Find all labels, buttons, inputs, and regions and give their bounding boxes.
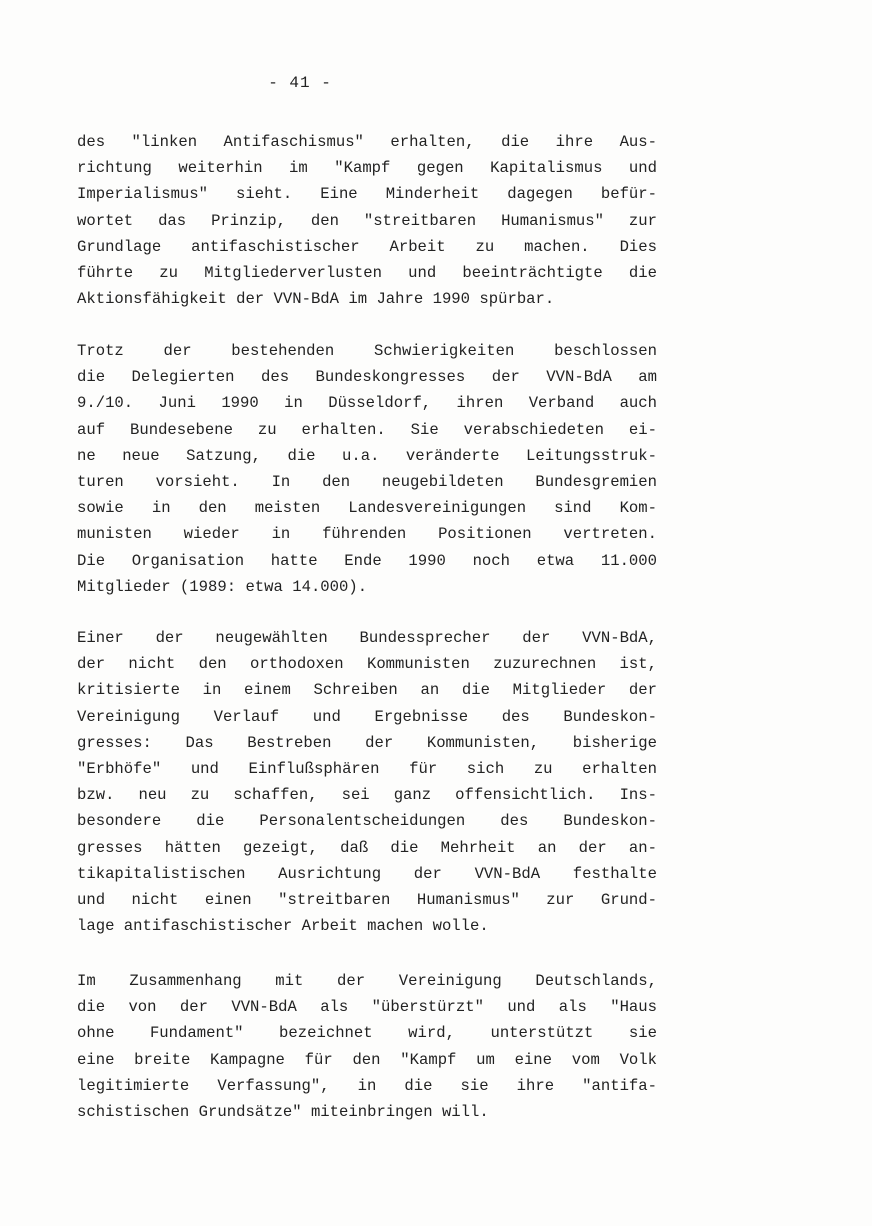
text-line: bzw. neu zu schaffen, sei ganz offensichtlich. Ins- [77,786,657,805]
text-line: munisten wieder in führenden Positionen vertreten. [77,525,657,544]
text-line: eine breite Kampagne für den "Kampf um eine vom Volk [77,1050,657,1069]
text-line: ohne Fundament" bezeichnet wird, unterstützt sie [77,1024,657,1043]
text-line: "Erbhöfe" und Einflußsphären für sich zu erhalten [77,759,657,778]
text-line: tikapitalistischen Ausrichtung der VVN-BdA festhalte [77,864,657,883]
text-line: führte zu Mitgliederverlusten und beeinträchtigte die [77,263,657,282]
text-line: Vereinigung Verlauf und Ergebnisse des Bundeskon- [77,707,657,726]
text-line: gresses hätten gezeigt, daß die Mehrheit an der an- [77,838,657,857]
text-line: turen vorsieht. In den neugebildeten Bundesgremien [77,472,657,491]
text-line: Trotz der bestehenden Schwierigkeiten beschlossen [77,342,657,360]
text-line: und nicht einen "streitbaren Humanismus" zur Grund- [77,890,657,909]
page-number: - 41 - [268,74,332,92]
text-line: richtung weiterhin im "Kampf gegen Kapitalismus und [77,159,657,178]
text-line: kritisierte in einem Schreiben an die Mitglieder der [77,681,657,700]
text-line: die von der VVN-BdA als "überstürzt" und als "Haus [77,998,657,1017]
paragraph-2 [77,338,657,600]
text-line: des "linken Antifaschismus" erhalten, die ihre Aus- [77,133,657,151]
text-line: gresses: Das Bestreben der Kommunisten, bisherige [77,733,657,752]
text-line: schistischen Grundsätze" miteinbringen will. [77,1102,489,1121]
text-line: Mitglieder (1989: etwa 14.000). [77,577,368,596]
text-line: wortet das Prinzip, den "streitbaren Humanismus" zur [77,211,657,230]
text-line: Im Zusammenhang mit der Vereinigung Deutschlands, [77,972,657,990]
text-line: Aktionsfähigkeit der VVN-BdA im Jahre 1990 spürbar. [77,290,555,309]
text-line: Die Organisation hatte Ende 1990 noch etwa 11.000 [77,551,657,570]
text-line: besondere die Personalentscheidungen des Bundeskon- [77,812,657,831]
text-line: legitimierte Verfassung", in die sie ihre "antifa- [77,1076,657,1095]
text-line: Grundlage antifaschistischer Arbeit zu machen. Dies [77,237,657,256]
text-line: ne neue Satzung, die u.a. veränderte Leitungsstruk- [77,446,657,465]
paragraph-4 [77,968,657,1125]
text-line: 9./10. Juni 1990 in Düsseldorf, ihren Verband auch [77,394,657,413]
paragraph-3 [77,625,657,939]
text-line: die Delegierten des Bundeskongresses der VVN-BdA am [77,368,657,387]
paragraph-1 [77,129,657,312]
text-line: sowie in den meisten Landesvereinigungen sind Kom- [77,499,657,518]
text-line: der nicht den orthodoxen Kommunisten zuzurechnen ist, [77,655,657,674]
text-line: Imperialismus" sieht. Eine Minderheit dagegen befür- [77,185,657,204]
text-line: Einer der neugewählten Bundessprecher der VVN-BdA, [77,629,657,647]
text-line: auf Bundesebene zu erhalten. Sie verabschiedeten ei- [77,420,657,439]
text-line: lage antifaschistischer Arbeit machen wolle. [77,917,489,936]
